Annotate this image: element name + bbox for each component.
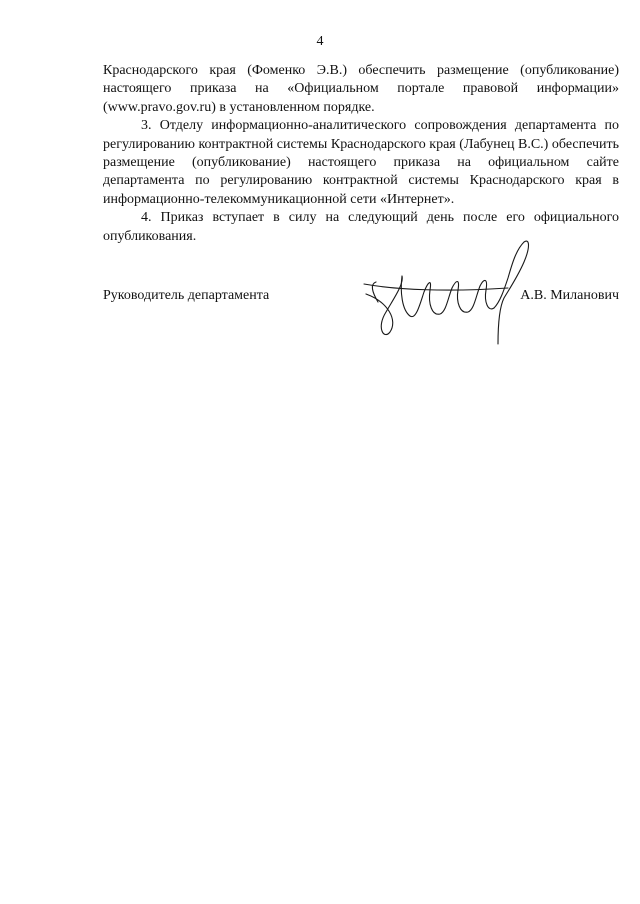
paragraph-continuation: Краснодарского края (Фоменко Э.В.) обеспечить размещение (опубликование) настоящего приказа на «Официальном портале правовой информации» (www.pravo.gov.ru) в установленном порядке. [103,63,619,115]
handwritten-signature [358,232,538,350]
document-body [103,62,619,246]
signer-name: А.В. Миланович [520,288,619,303]
page-number: 4 [316,34,324,49]
paragraph-item-3: 3. Отделу информационно-аналитического сопровождения департамента по регулированию контрактной системы Краснодарского края (Лабунец В.С.) обеспечить размещение (опубликование) настоящего приказа на официальном сайте департамента по регулированию контрактной системы Краснодарского края в информационно-телекоммуникационной сети «Интернет». [103,118,619,207]
signer-position: Руководитель департамента [103,288,270,303]
paragraph-item-4: 4. Приказ вступает в силу на следующий день после его официального опубликования. [103,210,619,244]
